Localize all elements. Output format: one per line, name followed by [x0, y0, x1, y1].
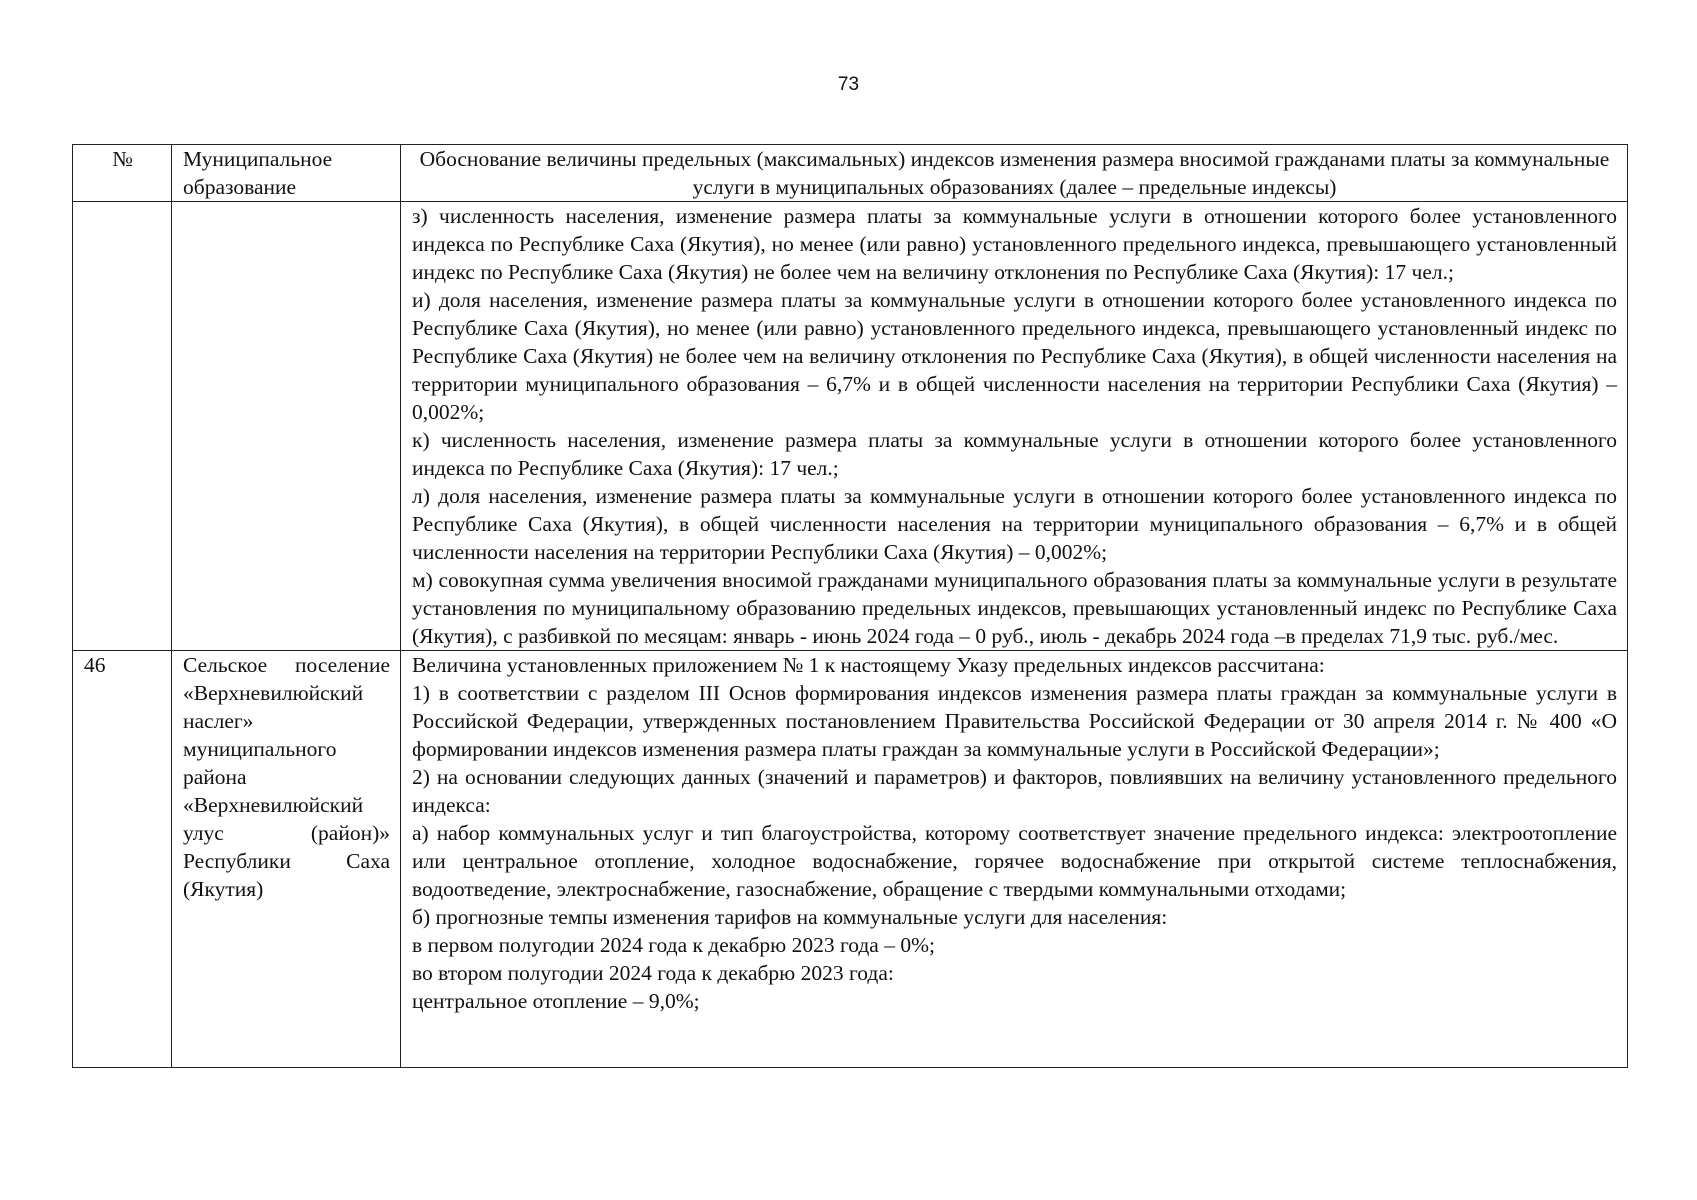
- paragraph: 1) в соответствии с разделом III Основ формирования индексов изменения размера платы граждан за коммунальные услуги в Российской Федерации, утвержденных постановлением Правительства Российской Федерации от 30 апреля 2014 г. № 400 «О формировании индексов изменения размера платы граждан за коммунальные услуги в Российской Федерации»;: [412, 681, 1617, 761]
- justification-table: [72, 144, 1628, 1068]
- paragraph: м) совокупная сумма увеличения вносимой гражданами муниципального образования платы за коммунальные услуги в результате установления по муниципальному образованию предельных индексов, превышающих установленный индекс по Республике Саха (Якутия), с разбивкой по месяцам: январь - июнь 2024 года – 0 руб., июль - декабрь 2024 года –в пределах 71,9 тыс. руб./мес.: [412, 568, 1617, 648]
- paragraph: Величина установленных приложением № 1 к настоящему Указу предельных индексов рассчитана:: [412, 653, 1325, 677]
- paragraph: 2) на основании следующих данных (значений и параметров) и факторов, повлиявших на величину установленного предельного индекса:: [412, 765, 1617, 817]
- row-municipality: Сельское поселение «Верхневилюйский наслег» муниципального района «Верхневилюйский улус (район)» Республики Саха (Якутия): [172, 651, 401, 1068]
- table-header-row: [73, 145, 1628, 202]
- row-justification: [401, 651, 1628, 1068]
- table-row: [73, 202, 1628, 651]
- header-number: №: [73, 145, 172, 202]
- paragraph: з) численность населения, изменение размера платы за коммунальные услуги в отношении которого более установленного индекса по Республике Саха (Якутия), но менее (или равно) установленного предельного индекса, превышающего установленный индекс по Республике Саха (Якутия) не более чем на величину отклонения по Республике Саха (Якутия): 17 чел.;: [412, 204, 1617, 284]
- paragraph: б) прогнозные темпы изменения тарифов на коммунальные услуги для населения:: [412, 905, 1168, 929]
- row-number: 46: [73, 651, 172, 1068]
- table-row: [73, 651, 1628, 1068]
- paragraph: к) численность населения, изменение размера платы за коммунальные услуги в отношении которого более установленного индекса по Республике Саха (Якутия): 17 чел.;: [412, 428, 1617, 480]
- paragraph: а) набор коммунальных услуг и тип благоустройства, которому соответствует значение предельного индекса: электроотопление или центральное отопление, холодное водоснабжение, горячее водоснабжение при открытой системе теплоснабжения, водоотведение, электроснабжение, газоснабжение, обращение с твердыми коммунальными отходами;: [412, 821, 1617, 901]
- header-justification: Обоснование величины предельных (максимальных) индексов изменения размера вносимой гражданами платы за коммунальные услуги в муниципальных образованиях (далее – предельные индексы): [401, 145, 1628, 202]
- paragraph: центральное отопление – 9,0%;: [412, 989, 700, 1013]
- paragraph: во втором полугодии 2024 года к декабрю 2023 года:: [412, 961, 894, 985]
- header-municipality: Муниципальное образование: [172, 145, 401, 202]
- paragraph: л) доля населения, изменение размера платы за коммунальные услуги в отношении которого более установленного индекса по Республике Саха (Якутия), в общей численности населения на территории муниципального образования – 6,7% и в общей численности населения на территории Республики Саха (Якутия) – 0,002%;: [412, 484, 1617, 564]
- paragraph: и) доля населения, изменение размера платы за коммунальные услуги в отношении которого более установленного индекса по Республике Саха (Якутия), но менее (или равно) установленного предельного индекса, превышающего установленный индекс по Республике Саха (Якутия) не более чем на величину отклонения по Республике Саха (Якутия), в общей численности населения на территории муниципального образования – 6,7% и в общей численности населения на территории Республики Саха (Якутия) – 0,002%;: [412, 288, 1617, 424]
- row-justification: [401, 202, 1628, 651]
- page-number: 73: [837, 74, 860, 95]
- row-municipality: [172, 202, 401, 651]
- row-number: [73, 202, 172, 651]
- paragraph: в первом полугодии 2024 года к декабрю 2023 года – 0%;: [412, 933, 935, 957]
